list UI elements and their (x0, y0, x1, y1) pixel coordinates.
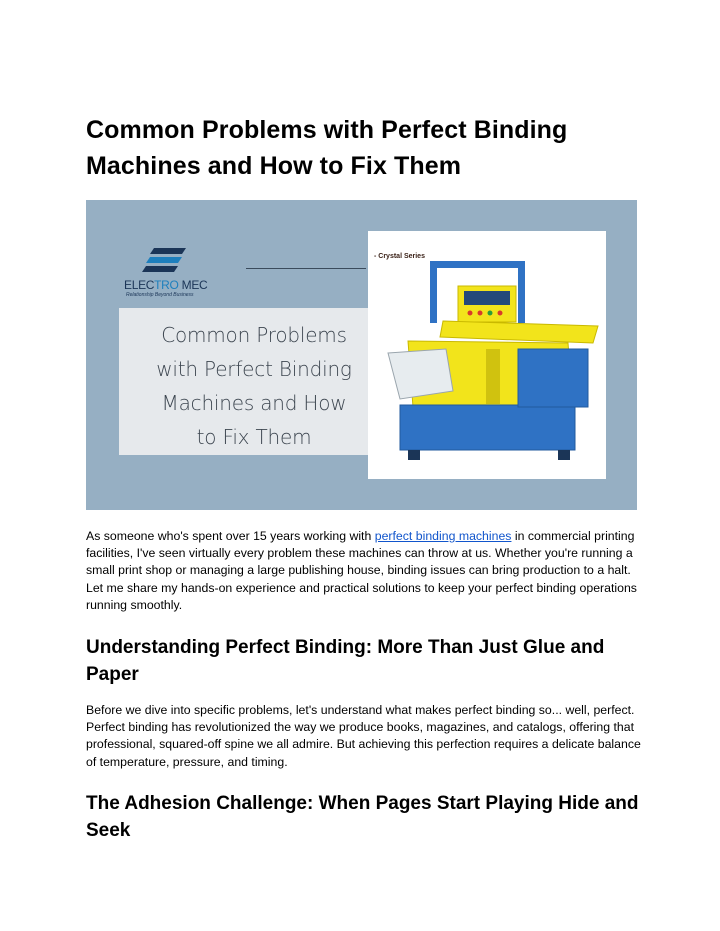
brand-tagline: Relationship Beyond Business (126, 292, 194, 298)
hero-title-card (119, 308, 389, 455)
hero-divider (246, 268, 366, 269)
brand-name: ELECTRO MEC (124, 278, 208, 292)
intro-text-start: As someone who's spent over 15 years working with (86, 529, 375, 543)
intro-text-end: in commercial printing facilities, I've seen virtually every problem these machines can throw at us. Whether you're running a small print shop or managing a large publishing house, binding issues can bring production to a halt. Let me share my hands-on experience and practical solutions to keep your perfect binding operations running smoothly. (86, 529, 637, 612)
intro-paragraph (86, 528, 642, 614)
section-heading-understanding: Understanding Perfect Binding: More Than Just Glue and Paper (86, 637, 605, 685)
section-heading-adhesion: The Adhesion Challenge: When Pages Start Playing Hide and Seek (86, 793, 639, 841)
perfect-binding-machines-link[interactable]: perfect binding machines (374, 529, 512, 543)
section-paragraph-understanding: Before we dive into specific problems, let's understand what makes perfect binding so... well, perfect. Perfect binding has revolutionized the way we produce books, magazines, and catalogs, offering that professional, squared-off spine we all admire. But achieving this perfection requires a delicate balance of temperature, pressure, and timing. (86, 703, 641, 769)
binding-machine-icon (368, 231, 606, 479)
hero-image (86, 200, 637, 510)
series-label: - Crystal Series (374, 253, 425, 260)
page-title: Common Problems with Perfect Binding Machines and How to Fix Them (86, 116, 568, 180)
machine-photo (368, 231, 606, 479)
hero-title-text: Common Problems with Perfect Binding Machines and How to Fix Them (156, 323, 352, 449)
